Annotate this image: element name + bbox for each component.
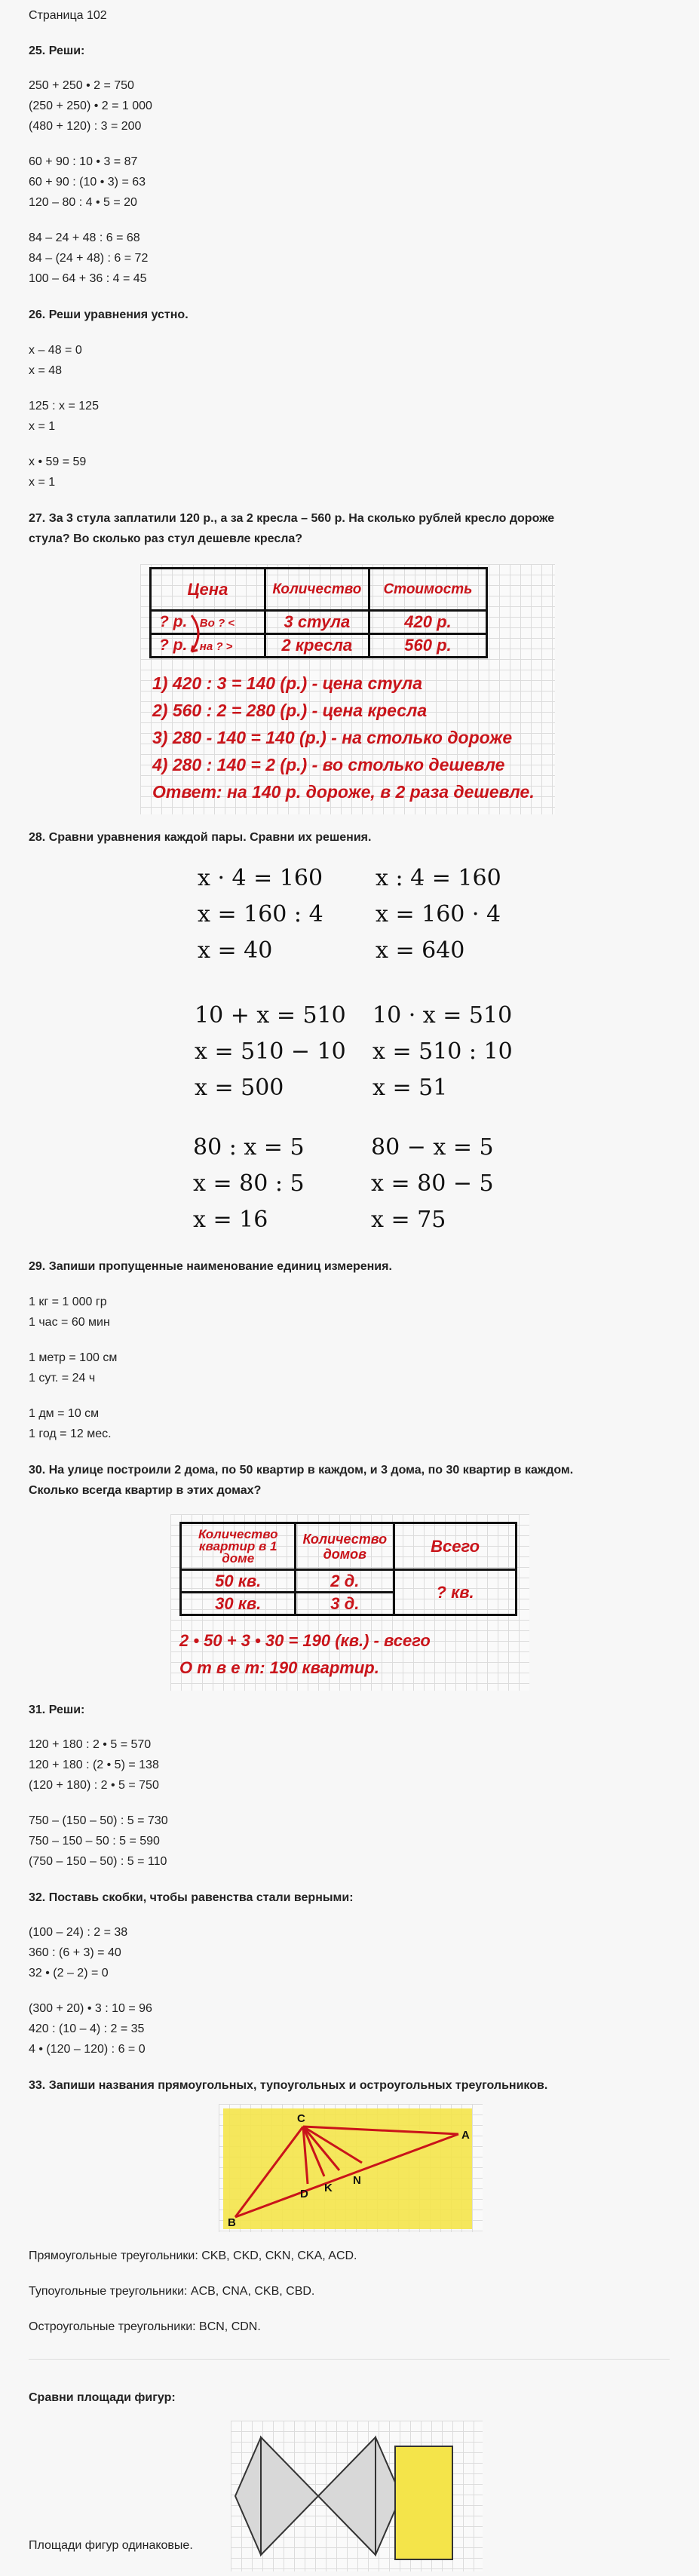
task-areas-answer: Площади фигур одинаковые.: [29, 2539, 193, 2552]
bracket-arrow-icon: [185, 609, 216, 662]
task-26-line: x = 1: [29, 420, 56, 433]
table-header: Цена: [187, 579, 228, 599]
solution-line: 2) 560 : 2 = 280 (р.) - цена кресла: [152, 701, 428, 720]
equation-line: x = 40: [198, 937, 273, 964]
table-header: Всего: [431, 1536, 480, 1556]
vertex-label: C: [297, 2112, 305, 2125]
task-33-heading: 33. Запиши названия прямоугольных, тупоугольных и остроугольных треугольников.: [29, 2079, 548, 2092]
task-29-line: 1 дм = 10 см: [29, 1407, 100, 1420]
solution-line: 3) 280 - 140 = 140 (р.) - на столько дороже: [152, 728, 513, 747]
table-cell: ? р.: [159, 636, 188, 654]
vertex-label: D: [300, 2188, 308, 2200]
equation-pair-2-right: [372, 998, 513, 1106]
task-32-line: 420 : (10 – 4) : 2 = 35: [29, 2022, 145, 2035]
task-29-line: 1 кг = 1 000 гр: [29, 1296, 107, 1308]
task-27-heading: 27. За 3 стула заплатили 120 р., а за 2 кресла – 560 р. На сколько рублей кресло дороже: [29, 512, 555, 525]
task-29-heading: 29. Запиши пропущенные наименование единиц измерения.: [29, 1260, 392, 1273]
equation-line: 10 · x = 510: [372, 1002, 513, 1029]
task-26-heading: 26. Реши уравнения устно.: [29, 308, 189, 321]
task-31-line: 120 + 180 : 2 • 5 = 570: [29, 1738, 152, 1751]
table-cell: 50 кв.: [215, 1571, 262, 1590]
equation-line: x = 51: [372, 1075, 448, 1101]
table-cell: 560 р.: [404, 636, 452, 655]
vertex-label: A: [461, 2129, 470, 2142]
section-divider: [29, 2359, 670, 2360]
task-31-line: 750 – (150 – 50) : 5 = 730: [29, 1814, 168, 1827]
table-cell: 2 д.: [330, 1571, 360, 1590]
equation-pair-1-left: [198, 860, 323, 969]
task-26-line: x – 48 = 0: [29, 344, 82, 357]
task-26-line: x = 48: [29, 364, 63, 377]
arrow-label-top: Во ? <: [199, 617, 235, 630]
task-33-answer: Остроугольные треугольники: BCN, CDN.: [29, 2320, 261, 2333]
task-30-figure: [170, 1514, 529, 1691]
table-cell: 3 стула: [284, 612, 351, 631]
equation-line: x · 4 = 160: [198, 865, 323, 891]
equation-line: x = 510 : 10: [372, 1038, 513, 1065]
vertex-label: N: [353, 2174, 361, 2187]
task-areas-heading: Сравни площади фигур:: [29, 2391, 176, 2404]
task-31-heading: 31. Реши:: [29, 1704, 85, 1716]
table-header: Количество: [272, 581, 362, 597]
task-32-line: 360 : (6 + 3) = 40: [29, 1946, 121, 1959]
arrow-label-bottom: на ? >: [199, 640, 233, 653]
task-32-line: (300 + 20) • 3 : 10 = 96: [29, 2002, 152, 2015]
equation-pair-1-right: [376, 860, 501, 969]
task-32-heading: 32. Поставь скобки, чтобы равенства стали верными:: [29, 1891, 354, 1904]
table-cell: 420 р.: [404, 612, 452, 631]
equation-line: x = 500: [195, 1075, 284, 1101]
task-29-line: 1 час = 60 мин: [29, 1316, 110, 1329]
task-31-line: (120 + 180) : 2 • 5 = 750: [29, 1779, 159, 1792]
task-32-line: 32 • (2 – 2) = 0: [29, 1967, 109, 1980]
task-25-line: 84 – 24 + 48 : 6 = 68: [29, 232, 140, 244]
solution-line: О т в е т: 190 квартир.: [179, 1658, 379, 1677]
task-25-heading: 25. Реши:: [29, 44, 85, 57]
task-28-heading: 28. Сравни уравнения каждой пары. Сравни их решения.: [29, 831, 372, 844]
task-26-line: 125 : x = 125: [29, 400, 99, 412]
equation-line: 10 + x = 510: [195, 1002, 346, 1029]
equation-line: x = 160 · 4: [376, 901, 501, 928]
areas-figure: [231, 2421, 483, 2571]
task-29-line: 1 год = 12 мес.: [29, 1428, 112, 1440]
solution-line: 1) 420 : 3 = 140 (р.) - цена стула: [152, 673, 423, 693]
task-30-heading-cont: Сколько всегда квартир в этих домах?: [29, 1484, 262, 1497]
task-29-line: 1 сут. = 24 ч: [29, 1372, 96, 1385]
table-header: Стоимость: [383, 581, 473, 597]
equation-line: x = 510 − 10: [195, 1038, 346, 1065]
shapes-diagram: [231, 2421, 483, 2571]
task-31-line: (750 – 150 – 50) : 5 = 110: [29, 1855, 167, 1868]
task-30-heading: 30. На улице построили 2 дома, по 50 квартир в каждом, и 3 дома, по 30 квартир в каждом.: [29, 1464, 574, 1477]
task-30-table: [179, 1522, 517, 1616]
solution-line: 4) 280 : 140 = 2 (р.) - во столько дешевле: [152, 755, 505, 774]
task-27-solution: [152, 670, 535, 805]
table-cell: 3 д.: [330, 1593, 360, 1613]
task-31-line: 120 + 180 : (2 • 5) = 138: [29, 1759, 159, 1771]
table-header: Количество домов: [302, 1531, 388, 1562]
task-25-line: (480 + 120) : 3 = 200: [29, 120, 142, 133]
task-26-line: x = 1: [29, 476, 56, 489]
equation-line: x = 160 : 4: [198, 901, 323, 928]
task-29-line: 1 метр = 100 см: [29, 1351, 118, 1364]
task-26-line: x • 59 = 59: [29, 455, 87, 468]
task-25-line: (250 + 250) • 2 = 1 000: [29, 100, 152, 112]
task-25-line: 60 + 90 : (10 • 3) = 63: [29, 176, 146, 189]
table-cell: 30 кв.: [215, 1593, 262, 1613]
task-33-answer: Тупоугольные треугольники: ACB, CNA, CKB, CBD.: [29, 2285, 315, 2298]
task-31-line: 750 – 150 – 50 : 5 = 590: [29, 1835, 160, 1848]
equation-line: 80 − x = 5: [371, 1134, 494, 1161]
vertex-label: K: [324, 2182, 333, 2194]
equation-line: 80 : x = 5: [193, 1134, 305, 1161]
task-25-line: 250 + 250 • 2 = 750: [29, 79, 134, 92]
task-27-figure: [140, 564, 555, 814]
task-33-answer: Прямоугольные треугольники: CKB, CKD, CKN, CKA, ACD.: [29, 2249, 357, 2262]
equation-line: x = 75: [371, 1207, 446, 1233]
table-cell-total: ? кв.: [436, 1582, 474, 1602]
table-header: Количество квартир в 1 доме: [198, 1526, 278, 1566]
equation-line: x : 4 = 160: [376, 865, 501, 891]
task-32-line: 4 • (120 – 120) : 6 = 0: [29, 2043, 146, 2056]
equation-pair-3-right: [371, 1130, 494, 1238]
equation-line: x = 80 : 5: [193, 1170, 305, 1197]
task-30-solution: [179, 1627, 431, 1682]
table-cell: ? р.: [159, 613, 188, 630]
task-32-line: (100 – 24) : 2 = 38: [29, 1926, 128, 1939]
task-25-line: 120 – 80 : 4 • 5 = 20: [29, 196, 137, 209]
task-25-line: 60 + 90 : 10 • 3 = 87: [29, 155, 138, 168]
vertex-label: B: [228, 2216, 236, 2229]
equation-line: x = 640: [376, 937, 465, 964]
equation-line: x = 80 − 5: [371, 1170, 494, 1197]
solution-line: 2 • 50 + 3 • 30 = 190 (кв.) - всего: [179, 1631, 431, 1650]
equation-pair-2-left: [195, 998, 346, 1106]
task-25-line: 84 – (24 + 48) : 6 = 72: [29, 252, 149, 265]
task-25-line: 100 – 64 + 36 : 4 = 45: [29, 272, 147, 285]
triangles-diagram: [219, 2104, 483, 2232]
table-cell: 2 кресла: [281, 636, 353, 655]
task-33-figure: [219, 2104, 483, 2232]
equation-pair-3-left: [193, 1130, 305, 1238]
task-27-heading-cont: стула? Во сколько раз стул дешевле кресла?: [29, 532, 303, 545]
equation-line: x = 16: [193, 1207, 268, 1233]
solution-line: Ответ: на 140 р. дороже, в 2 раза дешевле.: [152, 782, 535, 802]
page-title: Страница 102: [29, 9, 107, 22]
